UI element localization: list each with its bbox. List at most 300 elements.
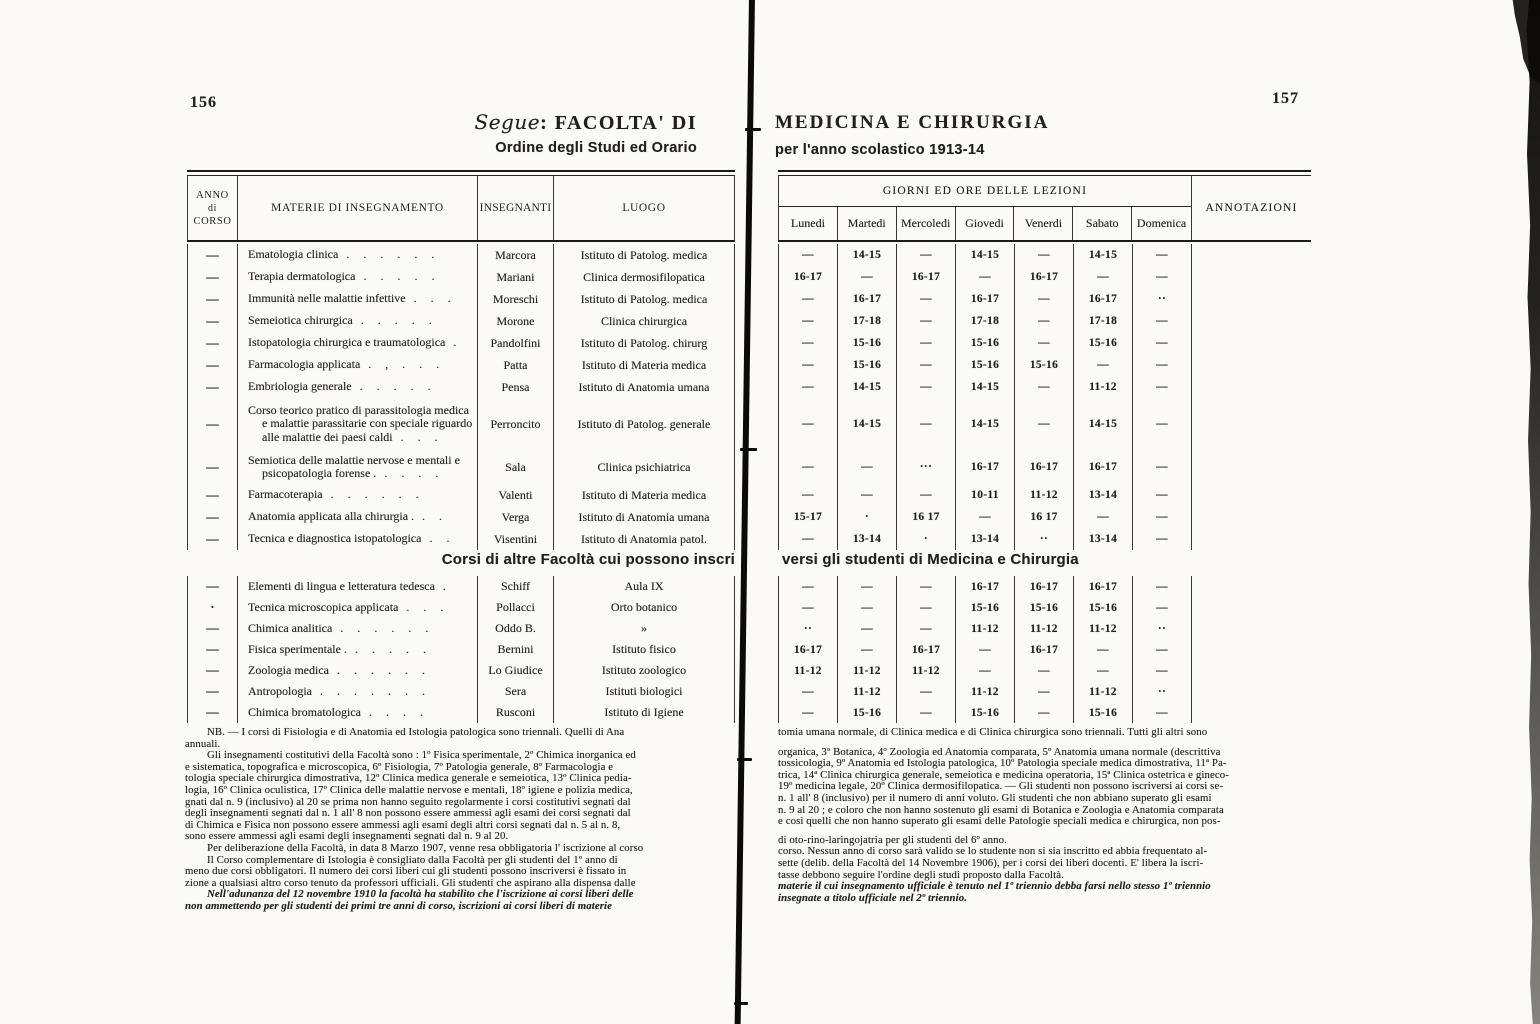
time-cell: 16-17 xyxy=(779,639,838,660)
materia-text xyxy=(248,488,419,502)
time-cell: — xyxy=(779,450,838,484)
course-row xyxy=(187,332,735,354)
time-cell: — xyxy=(1015,288,1074,310)
right-page-subtitle: per l'anno scolastico 1913-14 xyxy=(775,142,985,158)
luogo-cell: Istituto di Patolog. medica xyxy=(580,247,708,262)
dot-leader: . . . . . . xyxy=(330,487,419,502)
time-cell: — xyxy=(956,506,1015,528)
materia-line: Zoologia medica . . . . . . xyxy=(248,662,425,677)
schedule-row xyxy=(778,639,1311,660)
materia-text xyxy=(248,336,456,350)
materia-line: Istopatologia chirurgica e traumatologica . xyxy=(248,335,457,350)
left-page-title xyxy=(360,110,697,135)
schedule-row xyxy=(778,332,1311,354)
anno-cell: — xyxy=(188,639,238,660)
materia-line: Chimica bromatologica . . . . xyxy=(248,704,423,719)
days-header-group xyxy=(779,176,1192,240)
luogo-cell: Istituto fisico xyxy=(612,642,676,656)
luogo-cell: Clinica psichiatrica xyxy=(597,459,691,474)
footnote-line: Il Corso complementare di Istologia è consigliato dalla Facoltà per gli studenti del 1º anno di xyxy=(207,853,618,866)
insegnante-cell: Verga xyxy=(478,506,554,528)
time-cell: — xyxy=(897,376,956,398)
time-cell: — xyxy=(838,618,897,639)
time-cell: — xyxy=(1015,702,1074,723)
time-cell: — xyxy=(897,618,956,639)
anno-cell: — xyxy=(188,332,238,354)
time-cell: — xyxy=(897,681,956,702)
col-header-anno-line: CORSO xyxy=(193,215,232,227)
left-table-header xyxy=(187,170,735,242)
col-header-materie: MATERIE DI INSEGNAMENTO xyxy=(238,176,478,240)
section-title-left-part: Corsi di altre Facoltà cui possono inscri xyxy=(441,551,735,568)
time-cell: 11-12 xyxy=(1074,681,1133,702)
materia-text xyxy=(248,270,434,284)
luogo-cell: Clinica dermosifilopatica xyxy=(583,269,705,284)
left-course-rows-2 xyxy=(187,576,735,723)
course-row xyxy=(187,484,735,506)
time-cell: ·· xyxy=(1015,528,1074,550)
footnote-line: annuali. xyxy=(185,737,221,750)
annotation-cell xyxy=(1192,528,1311,550)
time-cell: 14-15 xyxy=(956,376,1015,398)
insegnante-cell: Visentini xyxy=(478,528,554,550)
footnote-line: e così quelli che non hanno superato gli esami delle Patologie speciali medica e chirurgica, non pos- xyxy=(778,815,1221,828)
time-cell: — xyxy=(1133,244,1192,266)
section-title-right-part: versi gli studenti di Medicina e Chirurgia xyxy=(782,551,1079,568)
time-cell: — xyxy=(779,376,838,398)
time-cell: 15-16 xyxy=(1074,702,1133,723)
materia-line: Ematologia clinica . . . . . . xyxy=(248,247,435,262)
time-cell: 15-16 xyxy=(1074,332,1133,354)
course-row xyxy=(187,597,735,618)
luogo-cell: Istituto di Anatomia umana xyxy=(578,379,710,394)
time-cell: 16-17 xyxy=(897,266,956,288)
time-cell: · xyxy=(897,528,956,550)
annotation-cell xyxy=(1192,576,1311,597)
time-cell: 16-17 xyxy=(838,288,897,310)
materia-line: Anatomia applicata alla chirurgia . . . xyxy=(248,509,443,524)
footnote-line: di oto-rino-laringojatria per gli studenti del 6º anno. xyxy=(778,833,1007,846)
footnote-line: tossicologia, 9º Anatomia ed Istologia patologica, 10º Patologia speciale medica dimostrativa, 11ª Pa- xyxy=(778,757,1227,770)
schedule-row xyxy=(778,528,1311,550)
day-header-lunedi: Lunedi xyxy=(779,207,838,240)
materia-line: Fisica sperimentale . . . . . . xyxy=(248,641,426,656)
col-header-anno xyxy=(188,176,238,240)
right-schedule-rows-1 xyxy=(778,244,1311,550)
annotazioni-header: ANNOTAZIONI xyxy=(1205,202,1298,214)
right-footnote-block xyxy=(778,727,1334,904)
time-cell: 15-16 xyxy=(956,597,1015,618)
materia-cell xyxy=(238,244,478,266)
materia-cell xyxy=(238,618,478,639)
course-row xyxy=(187,354,735,376)
footnote-line: organica, 3º Botanica, 4º Zoologia ed Anatomia comparata, 5º Anatomia umana normale (descrittiva xyxy=(778,745,1221,758)
time-cell: ··· xyxy=(897,450,956,484)
dot-leader: . . . . xyxy=(368,704,423,719)
time-cell: 15-16 xyxy=(838,332,897,354)
right-page-title: MEDICINA E CHIRURGIA xyxy=(775,112,1050,133)
schedule-row xyxy=(778,244,1311,266)
luogo-cell: Istituto zoologico xyxy=(601,663,687,677)
footnote-line: degli insegnamenti segnati dal n. 1 all' 8 non possono essere ammessi agli esami dei corsi segnati dal xyxy=(185,807,631,820)
schedule-row xyxy=(778,484,1311,506)
time-cell: — xyxy=(1133,310,1192,332)
binding-mark xyxy=(745,128,761,131)
course-row xyxy=(187,506,735,528)
footnote-line: corso. Nessun anno di corso sarà valido se lo studente non si sia inscritto ed abbia frequentato al- xyxy=(778,845,1208,858)
annotation-cell xyxy=(1192,618,1311,639)
dot-leader: . xyxy=(453,335,457,350)
footnote-line: meno due corsi obbligatori. Il numero dei corsi liberi cui gli studenti possono inscriversi è fissato in xyxy=(185,865,627,878)
materia-cell xyxy=(238,332,478,354)
col-header-anno-line: ANNO xyxy=(196,189,229,201)
insegnante-cell: Marcora xyxy=(478,244,554,266)
time-cell: — xyxy=(1133,398,1192,450)
time-cell: 11-12 xyxy=(897,660,956,681)
time-cell: — xyxy=(956,660,1015,681)
materia-line: Farmacoterapia . . . . . . xyxy=(248,487,419,502)
time-cell: 11-12 xyxy=(1015,484,1074,506)
day-names-row xyxy=(779,207,1191,240)
schedule-row xyxy=(778,376,1311,398)
time-cell: 14-15 xyxy=(838,376,897,398)
dot-leader: . . . xyxy=(406,599,444,614)
materia-cell xyxy=(238,681,478,702)
time-cell: 15-16 xyxy=(1015,354,1074,376)
materia-line: Embriologia generale . . . . . xyxy=(248,379,431,394)
course-row xyxy=(187,310,735,332)
time-cell: 13-14 xyxy=(1074,484,1133,506)
materia-line: psicopatologia forense . . . . . xyxy=(262,466,439,480)
course-row xyxy=(187,266,735,288)
time-cell: 16-17 xyxy=(1074,450,1133,484)
luogo-cell: Istituto di Materia medica xyxy=(581,357,707,372)
time-cell: — xyxy=(1015,398,1074,450)
dot-leader: . . . xyxy=(400,429,438,444)
day-header-domenica: Domenica xyxy=(1136,216,1187,231)
footnote-line: n. 1 all' 8 (inclusivo) per il numero di anni voluto. Gli studenti che non abbiano superato gli esami xyxy=(778,791,1212,804)
course-row xyxy=(187,450,735,484)
time-cell: — xyxy=(897,288,956,310)
anno-cell: — xyxy=(188,398,238,450)
time-cell: — xyxy=(1133,450,1192,484)
course-row xyxy=(187,639,735,660)
materia-line: Terapia dermatologica . . . . . xyxy=(248,269,435,284)
day-header-giovedi: Giovedi xyxy=(956,207,1015,240)
luogo-cell: Istituto di Materia medica xyxy=(581,487,707,502)
time-cell: — xyxy=(838,266,897,288)
course-row xyxy=(187,681,735,702)
insegnante-cell: Pensa xyxy=(478,376,554,398)
right-page-number: 157 xyxy=(1272,90,1299,107)
course-row xyxy=(187,398,735,450)
footnote-line: sette (delib. della Facoltà del 14 Novembre 1906), per i corsi dei liberi docenti. E' libera la iscri- xyxy=(778,856,1204,869)
time-cell: 15-16 xyxy=(956,354,1015,376)
time-cell: — xyxy=(1015,244,1074,266)
time-cell: 16-17 xyxy=(1074,288,1133,310)
anno-cell: — xyxy=(188,528,238,550)
time-cell: 15-16 xyxy=(838,354,897,376)
footnote-line: tomia umana normale, di Clinica medica e di Clinica chirurgica sono triennali. Tutti gli altri sono xyxy=(778,726,1208,738)
dot-leader: . . xyxy=(429,531,450,546)
luogo-cell: Istituto di Patolog. generale xyxy=(577,416,711,431)
insegnante-cell: Moreschi xyxy=(478,288,554,310)
schedule-row xyxy=(778,660,1311,681)
materia-text xyxy=(248,643,426,657)
time-cell: 15-17 xyxy=(779,506,838,528)
time-cell: 11-12 xyxy=(1074,376,1133,398)
anno-cell: · xyxy=(188,597,238,618)
time-cell: 16 17 xyxy=(897,506,956,528)
dot-leader: . , . . . xyxy=(368,357,440,372)
footnote-line: e sistematica, topografica e microscopica, 6º Fisiologia, 7º Patologia generale, 8º Farmacologia e xyxy=(185,760,614,773)
materia-line: Immunità nelle malattie infettive . . . xyxy=(248,291,451,306)
anno-cell: — xyxy=(188,681,238,702)
materia-line: Tecnica e diagnostica istopatologica . . xyxy=(248,531,450,546)
luogo-cell: Istituto di Anatomia patol. xyxy=(581,531,707,546)
time-cell: — xyxy=(1133,660,1192,681)
footnote-line: non ammettendo per gli studenti dei primi tre anni di corso, iscrizioni ai corsi liberi di materie xyxy=(185,899,613,912)
time-cell: — xyxy=(1133,702,1192,723)
time-cell: 14-15 xyxy=(838,398,897,450)
col-header-luogo: LUOGO xyxy=(622,202,666,214)
anno-cell: — xyxy=(188,376,238,398)
time-cell: 16-17 xyxy=(1015,576,1074,597)
time-cell: 16-17 xyxy=(779,266,838,288)
time-cell: — xyxy=(1133,376,1192,398)
materia-cell xyxy=(238,702,478,723)
schedule-row xyxy=(778,506,1311,528)
schedule-row xyxy=(778,266,1311,288)
time-cell: — xyxy=(779,288,838,310)
insegnante-cell: Patta xyxy=(478,354,554,376)
annotation-cell xyxy=(1192,506,1311,528)
time-cell: — xyxy=(1133,332,1192,354)
time-cell: · xyxy=(838,506,897,528)
materia-text xyxy=(248,248,434,262)
materia-text xyxy=(248,706,423,720)
schedule-row xyxy=(778,450,1311,484)
schedule-row xyxy=(778,288,1311,310)
materia-text xyxy=(248,622,428,636)
annotation-cell xyxy=(1192,681,1311,702)
right-schedule-rows-2 xyxy=(778,576,1311,723)
time-cell: 15-16 xyxy=(838,702,897,723)
time-cell: — xyxy=(838,597,897,618)
time-cell: — xyxy=(1015,681,1074,702)
col-header-anno-line: di xyxy=(208,202,217,214)
footnote-line: gnati dal n. 9 (inclusivo) al 20 se prima non hanno seguito regolarmente i corsi costitutivi segnati dal xyxy=(185,795,631,808)
annotation-cell xyxy=(1192,288,1311,310)
time-cell: — xyxy=(1133,484,1192,506)
materia-cell xyxy=(238,660,478,681)
footnote-line: materie il cui insegnamento ufficiale è tenuto nel 1º triennio debba farsi nello stesso 1º triennio xyxy=(778,880,1211,893)
dot-leader: . . . . . . xyxy=(340,620,429,635)
insegnante-cell: Pollacci xyxy=(478,597,554,618)
luogo-cell: Aula IX xyxy=(624,579,664,593)
time-cell: — xyxy=(779,310,838,332)
materia-line: Antropologia . . . . . . . xyxy=(248,683,425,698)
anno-cell: — xyxy=(188,506,238,528)
materia-line: e malattie parassitarie con speciale riguardo xyxy=(262,416,473,431)
footnote-line: Per deliberazione della Facoltà, in data 8 Marzo 1907, venne resa obbligatoria l' iscrizione al corso xyxy=(207,841,644,854)
footnote-line: Nell'adunanza del 12 novembre 1910 la facoltà ha stabilito che l'iscrizione ai corsi liberi delle xyxy=(207,888,634,901)
time-cell: 11-12 xyxy=(956,681,1015,702)
materia-text xyxy=(248,685,425,699)
materia-text xyxy=(248,314,432,328)
footnote-line: n. 9 al 20 ; e coloro che non hanno sostenuto gli esami di Botanica e Zoologia e Anatomia comparata xyxy=(778,803,1224,816)
insegnante-cell: Sera xyxy=(478,681,554,702)
schedule-row xyxy=(778,398,1311,450)
scan-corner-shadow xyxy=(1498,0,1540,84)
luogo-cell: Istituti biologici xyxy=(605,684,683,698)
left-course-rows-1 xyxy=(187,244,735,550)
materia-cell xyxy=(238,398,478,450)
time-cell: ·· xyxy=(1133,288,1192,310)
annotation-cell xyxy=(1192,639,1311,660)
annotation-cell xyxy=(1192,310,1311,332)
course-row xyxy=(187,660,735,681)
time-cell: — xyxy=(779,576,838,597)
binding-mark xyxy=(737,758,752,761)
dot-leader: . . . . . xyxy=(360,313,432,328)
time-cell: 16-17 xyxy=(956,576,1015,597)
time-cell: 11-12 xyxy=(1015,618,1074,639)
time-cell: 11-12 xyxy=(956,618,1015,639)
anno-cell: — xyxy=(188,354,238,376)
schedule-row xyxy=(778,576,1311,597)
facolta-label: : FACOLTA' DI xyxy=(540,112,697,134)
time-cell: 16-17 xyxy=(956,288,1015,310)
dot-leader: . . . . . . . xyxy=(320,683,425,698)
time-cell: 17-18 xyxy=(838,310,897,332)
materia-line: Chimica analitica . . . . . . xyxy=(248,620,429,635)
schedule-row xyxy=(778,681,1311,702)
materia-text xyxy=(248,454,460,481)
time-cell: 14-15 xyxy=(1074,244,1133,266)
course-row xyxy=(187,528,735,550)
time-cell: — xyxy=(1133,639,1192,660)
footnote-line: sono essere ammessi agli esami degli insegnamenti segnati dal n. 9 al 20. xyxy=(185,830,509,843)
footnote-line: insegnate a titolo ufficiale nel 2º triennio. xyxy=(778,891,967,904)
time-cell: — xyxy=(897,332,956,354)
time-cell: — xyxy=(897,398,956,450)
time-cell: — xyxy=(1074,354,1133,376)
time-cell: 16-17 xyxy=(1015,266,1074,288)
materia-text xyxy=(248,380,431,394)
materia-cell xyxy=(238,597,478,618)
time-cell: 15-16 xyxy=(1015,597,1074,618)
time-cell: — xyxy=(897,244,956,266)
luogo-cell: Istituto di Patolog. medica xyxy=(580,291,708,306)
materia-cell xyxy=(238,266,478,288)
insegnante-cell: Lo Giudice xyxy=(478,660,554,681)
dot-leader: . . . . . xyxy=(354,641,426,656)
time-cell: — xyxy=(838,450,897,484)
time-cell: — xyxy=(897,576,956,597)
left-page-subtitle: Ordine degli Studi ed Orario xyxy=(495,140,697,156)
time-cell: — xyxy=(897,484,956,506)
materia-text xyxy=(248,601,443,615)
time-cell: 14-15 xyxy=(1074,398,1133,450)
time-cell: — xyxy=(956,266,1015,288)
insegnante-cell: Oddo B. xyxy=(478,618,554,639)
dot-leader: . . . . . . xyxy=(346,247,435,262)
schedule-row xyxy=(778,310,1311,332)
time-cell: 14-15 xyxy=(956,244,1015,266)
course-row xyxy=(187,376,735,398)
time-cell: — xyxy=(897,354,956,376)
day-header-sabato: Sabato xyxy=(1073,207,1132,240)
luogo-cell: Orto botanico xyxy=(610,600,678,614)
insegnante-cell: Perroncito xyxy=(478,398,554,450)
time-cell: — xyxy=(1133,576,1192,597)
annotation-cell xyxy=(1192,484,1311,506)
time-cell: — xyxy=(779,354,838,376)
time-cell: — xyxy=(1074,660,1133,681)
luogo-cell: Clinica chirurgica xyxy=(600,313,688,328)
day-header-mercoledi: Mercoledi xyxy=(897,207,956,240)
time-cell: 17-18 xyxy=(1074,310,1133,332)
annotation-cell xyxy=(1192,376,1311,398)
footnote-line: NB. — I corsi di Fisiologia e di Anatomia ed Istologia patologica sono triennali. Quelli di Ana xyxy=(207,726,625,738)
insegnante-cell: Schiff xyxy=(478,576,554,597)
time-cell: 16-17 xyxy=(1074,576,1133,597)
dot-leader: . . . . . xyxy=(363,269,435,284)
day-header-venerdi: Venerdi xyxy=(1014,207,1073,240)
anno-cell: — xyxy=(188,484,238,506)
insegnante-cell: Valenti xyxy=(478,484,554,506)
binding-mark xyxy=(740,448,757,451)
time-cell: 15-16 xyxy=(1074,597,1133,618)
time-cell: — xyxy=(838,576,897,597)
anno-cell: — xyxy=(188,266,238,288)
right-table-header xyxy=(778,170,1311,242)
materia-text xyxy=(248,510,442,524)
annotation-cell xyxy=(1192,244,1311,266)
time-cell: 15-16 xyxy=(956,702,1015,723)
time-cell: — xyxy=(897,597,956,618)
segue-label: Segue xyxy=(474,110,541,134)
time-cell: 16-17 xyxy=(1015,450,1074,484)
left-page-number: 156 xyxy=(190,94,217,111)
annotation-cell xyxy=(1192,450,1311,484)
time-cell: — xyxy=(1015,660,1074,681)
luogo-cell: » xyxy=(641,621,647,635)
time-cell: — xyxy=(779,681,838,702)
time-cell: — xyxy=(1015,376,1074,398)
materia-cell xyxy=(238,450,478,484)
col-header-insegnanti: INSEGNANTI xyxy=(478,176,554,240)
time-cell: 16-17 xyxy=(897,639,956,660)
footnote-line: Gli insegnamenti costitutivi della Facoltà sono : 1º Fisica sperimentale, 2º Chimica inorganica ed xyxy=(207,749,636,762)
time-cell: — xyxy=(1015,310,1074,332)
materia-text xyxy=(248,292,451,306)
time-cell: — xyxy=(1074,506,1133,528)
schedule-row xyxy=(778,618,1311,639)
time-cell: — xyxy=(1074,266,1133,288)
materia-text xyxy=(248,664,425,678)
time-cell: — xyxy=(838,484,897,506)
time-cell: 17-18 xyxy=(956,310,1015,332)
insegnante-cell: Rusconi xyxy=(478,702,554,723)
giorni-header: GIORNI ED ORE DELLE LEZIONI xyxy=(779,176,1191,207)
annotation-cell xyxy=(1192,702,1311,723)
insegnante-cell: Pandolfini xyxy=(478,332,554,354)
time-cell: — xyxy=(779,702,838,723)
footnote-line: logia, 16º Clinica oculistica, 17º Clinica delle malattie nervose e mentali, 18º igiene e polizia medica, xyxy=(185,783,633,796)
anno-cell: — xyxy=(188,702,238,723)
